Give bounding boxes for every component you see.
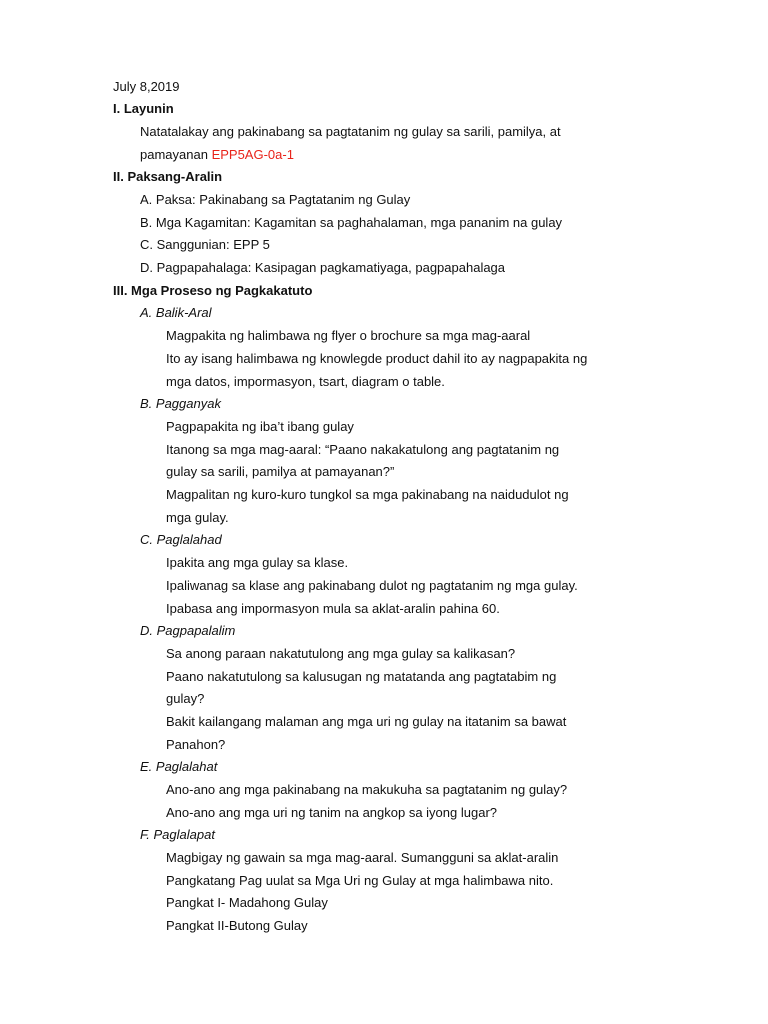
procedure-line: Ano-ano ang mga uri ng tanim na angkop sa iyong lugar? (166, 805, 497, 820)
objective-text-tail: pamayanan (140, 147, 212, 162)
procedure-line: Panahon? (166, 737, 226, 752)
subsection-title-paglalahat: E. Paglalahat (140, 759, 218, 774)
competency-code: EPP5AG-0a-1 (211, 147, 294, 162)
procedure-line: mga gulay. (166, 510, 229, 525)
procedure-line: Magbigay ng gawain sa mga mag-aaral. Sumangguni sa aklat-aralin (166, 850, 559, 865)
procedure-line: Pangkat II-Butong Gulay (166, 918, 308, 933)
subsection-title-balik-aral: A. Balik-Aral (140, 305, 212, 320)
document-date: July 8,2019 (113, 79, 180, 94)
procedure-line: Ito ay isang halimbawa ng knowlegde product dahil ito ay nagpapakita ng (166, 351, 588, 366)
procedure-line: Ipaliwanag sa klase ang pakinabang dulot ng pagtatanim ng mga gulay. (166, 578, 578, 593)
subsection-title-pagganyak: B. Pagganyak (140, 396, 221, 411)
procedure-line: Magpalitan ng kuro-kuro tungkol sa mga pakinabang na naidudulot ng (166, 487, 569, 502)
procedure-line: Itanong sa mga mag-aaral: “Paano nakakatulong ang pagtatanim ng (166, 442, 560, 457)
procedure-line: Sa anong paraan nakatutulong ang mga gulay sa kalikasan? (166, 646, 516, 661)
section-heading-paksang-aralin: II. Paksang-Aralin (113, 169, 223, 184)
subsection-title-pagpapalalim: D. Pagpapalalim (140, 623, 236, 638)
procedure-line: Pangkat I- Madahong Gulay (166, 895, 328, 910)
procedure-line: gulay sa sarili, pamilya at pamayanan?” (166, 464, 395, 479)
procedure-line: Paano nakatutulong sa kalusugan ng matatanda ang pagtatabim ng (166, 669, 557, 684)
procedure-line: Ipakita ang mga gulay sa klase. (166, 555, 349, 570)
subsection-title-paglalapat: F. Paglalapat (140, 827, 215, 842)
procedure-line: Pagpapakita ng iba’t ibang gulay (166, 419, 354, 434)
procedure-line: gulay? (166, 691, 205, 706)
subject-item: A. Paksa: Pakinabang sa Pagtatanim ng Gulay (140, 192, 411, 207)
subject-item: C. Sanggunian: EPP 5 (140, 237, 270, 252)
section-heading-proseso: III. Mga Proseso ng Pagkakatuto (113, 283, 313, 298)
procedure-line: Ipabasa ang impormasyon mula sa aklat-aralin pahina 60. (166, 601, 500, 616)
subject-item: B. Mga Kagamitan: Kagamitan sa paghahalaman, mga pananim na gulay (140, 215, 563, 230)
subsection-title-paglalahad: C. Paglalahad (140, 532, 222, 547)
procedure-line: Bakit kailangang malaman ang mga uri ng gulay na itatanim sa bawat (166, 714, 567, 729)
procedure-line: mga datos, impormasyon, tsart, diagram o table. (166, 374, 445, 389)
procedure-line: Pangkatang Pag uulat sa Mga Uri ng Gulay at mga halimbawa nito. (166, 873, 554, 888)
objective-text: Natatalakay ang pakinabang sa pagtatanim ng gulay sa sarili, pamilya, at (140, 124, 561, 139)
objective-text-continued (140, 147, 294, 163)
subject-item: D. Pagpapahalaga: Kasipagan pagkamatiyaga, pagpapahalaga (140, 260, 506, 275)
section-heading-layunin: I. Layunin (113, 101, 174, 116)
procedure-line: Ano-ano ang mga pakinabang na makukuha sa pagtatanim ng gulay? (166, 782, 568, 797)
procedure-line: Magpakita ng halimbawa ng flyer o brochure sa mga mag-aaral (166, 328, 531, 343)
